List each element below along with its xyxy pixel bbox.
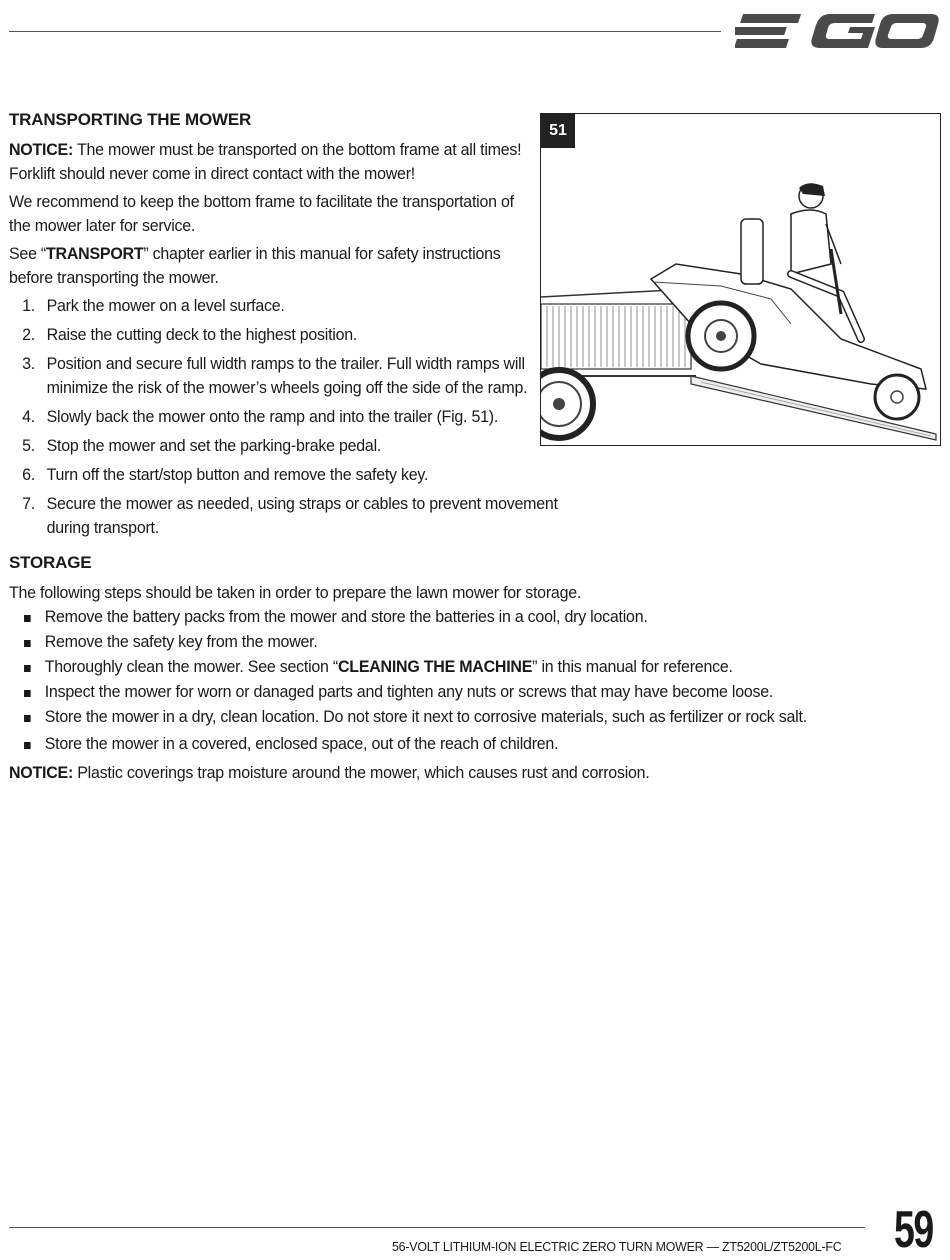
transport-section <box>9 108 558 540</box>
footer-rule <box>9 1227 865 1228</box>
step-item: 3. Position and secure full width ramps to the trailer. Full width ramps will minimize the risk of the mower’s wheels going off the side of the ramp. <box>22 354 528 397</box>
figure-number-badge: 51 <box>541 114 575 148</box>
cleaning-reference: CLEANING THE MACHINE <box>337 657 533 676</box>
storage-section <box>9 551 934 785</box>
storage-notice <box>9 761 879 785</box>
storage-intro: The following steps should be taken in order to prepare the lawn mower for storage. <box>9 583 582 602</box>
notice-text: Plastic coverings trap moisture around the mower, which causes rust and corrosion. <box>73 763 650 782</box>
bullet-item: Remove the battery packs from the mower and store the batteries in a cool, dry location. <box>9 605 950 629</box>
mower-trailer-illustration <box>541 114 941 446</box>
transport-heading: TRANSPORTING THE MOWER <box>9 110 252 129</box>
step-item: 5. Stop the mower and set the parking-brake pedal. <box>22 436 382 455</box>
step-item: 6. Turn off the start/stop button and remove the safety key. <box>22 465 429 484</box>
svg-text:EGO: EGO <box>735 8 738 9</box>
notice-label: NOTICE: <box>9 140 74 159</box>
bullet-item: Thoroughly clean the mower. See section “CLEANING THE MACHINE” in this manual for reference. <box>9 655 950 679</box>
storage-heading: STORAGE <box>9 553 92 572</box>
step-item: 1. Park the mower on a level surface. <box>22 296 285 315</box>
page-number: 59 <box>894 1201 933 1259</box>
bullet-item: Remove the safety key from the mower. <box>9 630 950 654</box>
notice-label: NOTICE: <box>9 763 74 782</box>
bullet-item: Store the mower in a dry, clean location. Do not store it next to corrosive materials, such as fertilizer or rock salt. <box>9 705 950 729</box>
see-transport-paragraph: See “TRANSPORT” chapter earlier in this manual for safety instructions before transporting the mower. <box>9 244 501 287</box>
step-item: 7. Secure the mower as needed, using straps or cables to prevent movement during transport. <box>22 494 558 537</box>
ego-logo <box>735 8 941 54</box>
figure-51 <box>540 113 941 446</box>
storage-bullets <box>9 605 934 756</box>
step-item: 4. Slowly back the mower onto the ramp and into the trailer (Fig. 51). <box>22 407 499 426</box>
header-rule <box>9 31 721 32</box>
transport-reference: TRANSPORT <box>46 244 144 263</box>
footer-title: 56-VOLT LITHIUM-ION ELECTRIC ZERO TURN MOWER — ZT5200L/ZT5200L-FC <box>392 1239 842 1254</box>
recommend-paragraph: We recommend to keep the bottom frame to facilitate the transportation of the mower later for service. <box>9 192 514 235</box>
notice-text: The mower must be transported on the bottom frame at all times! Forklift should never come in direct contact with the mower! <box>9 140 522 183</box>
transport-steps <box>9 294 558 540</box>
step-item: 2. Raise the cutting deck to the highest position. <box>22 325 358 344</box>
bullet-item: Inspect the mower for worn or danaged parts and tighten any nuts or screws that may have become loose. <box>9 680 950 704</box>
bullet-item: Store the mower in a covered, enclosed space, out of the reach of children. <box>9 732 950 756</box>
transport-notice <box>9 138 532 186</box>
